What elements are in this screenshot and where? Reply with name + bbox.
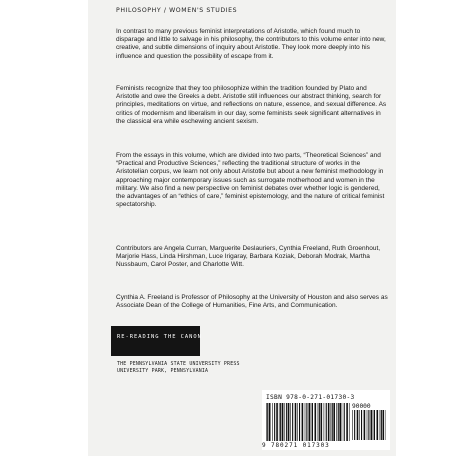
publisher-location: UNIVERSITY PARK, PENNSYLVANIA — [117, 368, 209, 374]
blurb-paragraph-2: Feminists recognize that they too philosophize within the tradition founded by Plato and Aristotle and owe the Greeks a debt. Aristotle still influences our abstract thinking, search for principles, meditations on virtue, and reflections on nature, essence, and sexual difference. As critics of modernism and liberalism in our day, some feminists seek significant alternatives in the classical era while eschewing ancient sexism. — [116, 85, 387, 125]
blurb-paragraph-3: From the essays in this volume, which are divided into two parts, “Theoretical Sciences” and “Practical and Productive Sciences,” reflecting the traditional structure of works in the Aristotelian corpus, we learn not only about Aristotle but about a new feminist methodology in approaching major contemporary issues such as surrogate motherhood and women in the military. We also find a new perspective on feminist debates over whether logic is gendered, the advantages of an “ethics of care,” feminist epistemology, and the nature of critical feminist spectatorship. — [116, 152, 385, 209]
isbn-label: ISBN 978-0-271-01730-3 — [266, 394, 355, 401]
editor-bio-paragraph: Cynthia A. Freeland is Professor of Philosophy at the University of Houston and also serves as Associate Dean of the College of Humanities, Fine Arts, and Communication. — [116, 294, 388, 310]
barcode-main-icon — [266, 403, 350, 443]
price-code-label: 90000 — [352, 403, 371, 410]
contributors-paragraph: Contributors are Angela Curran, Marguerite Deslauriers, Cynthia Freeland, Ruth Groenhout, Marjorie Hass, Linda Hirshman, Luce Irigaray, Barbara Koziak, Deborah Modrak, Martha Nussbaum, Carol Poster, and Charlotte Witt. — [116, 245, 381, 269]
series-title: RE-READING THE CANON — [117, 334, 202, 340]
category-label: PHILOSOPHY / WOMEN'S STUDIES — [116, 7, 238, 14]
publisher-imprint — [117, 361, 240, 375]
blurb-paragraph-1: In contrast to many previous feminist interpretations of Aristotle, which found much to disparage and little to salvage in his philosophy, the contributors to this volume enter into new, creative, and subtle dimensions of inquiry about Aristotle. They look more deeply into his influence and question the possibility of escape from it. — [116, 28, 386, 60]
back-cover — [88, 0, 396, 456]
publisher-name: THE PENNSYLVANIA STATE UNIVERSITY PRESS — [117, 361, 240, 367]
barcode-digits: 9 780271 017303 — [262, 442, 330, 449]
series-banner — [111, 326, 200, 356]
barcode-addon-icon — [352, 410, 386, 442]
